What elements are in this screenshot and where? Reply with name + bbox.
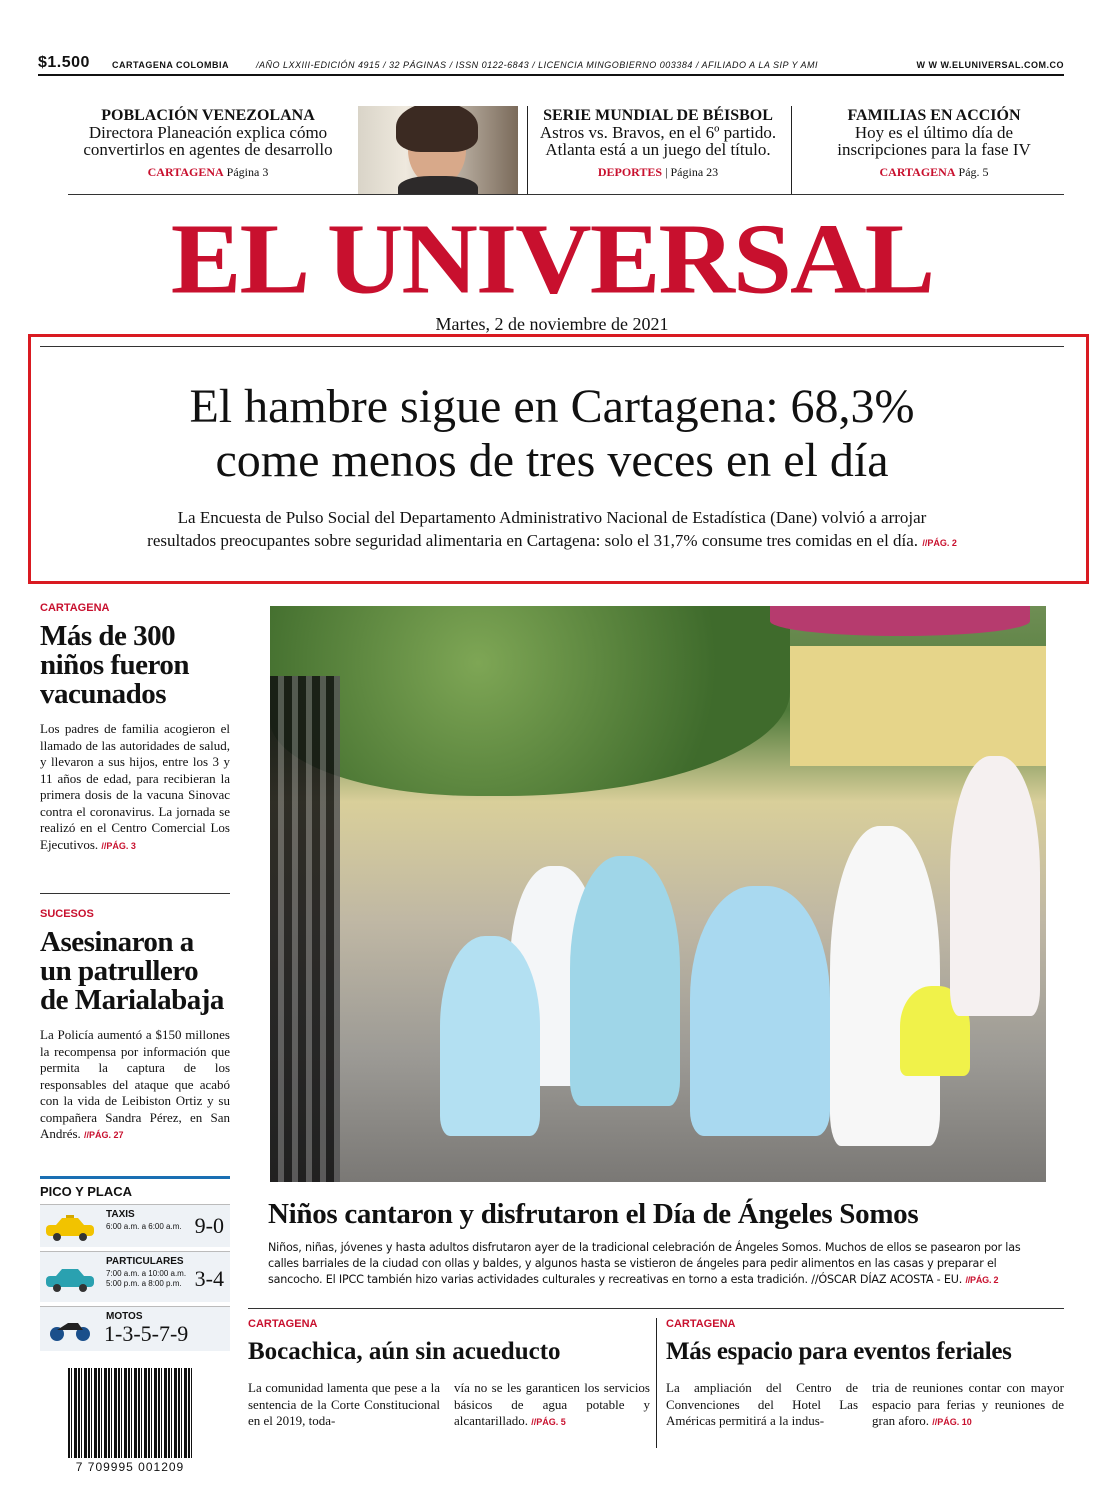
teaser-line: Hoy es el último día de	[854, 123, 1014, 142]
pico-time: 5:00 p.m. a 8:00 p.m.	[106, 1279, 182, 1288]
story-vacunados[interactable]	[40, 602, 230, 854]
teaser-page: Página 3	[226, 165, 269, 179]
section-label: SUCESOS	[40, 908, 94, 920]
moto-icon	[48, 1315, 92, 1343]
section-label: CARTAGENA	[666, 1318, 736, 1330]
pico-type: MOTOS	[106, 1311, 143, 1322]
headline-line: niños fueron	[40, 649, 189, 681]
photo-caption-text: Niños, niñas, jóvenes y hasta adultos disfrutaron ayer de la tradicional celebración de Ángeles Somos. Muchos de ellos se pasearon por las calles barriales de la ciudad con ollas y baldes, y algunos hasta se vistieron de ángeles para pedir alimentos en las casas y preparar el sancocho. El IPCC también hizo varias actividades culturales y recreativas en torno a esta tradición.	[268, 1241, 1021, 1286]
lead-deck	[40, 506, 1064, 555]
divider	[791, 106, 792, 194]
photo-caption-title[interactable]: Niños cantaron y disfrutaron el Día de Ángeles Somos	[268, 1198, 919, 1230]
section-label: CARTAGENA	[248, 1318, 318, 1330]
photo-wall	[790, 646, 1046, 766]
lead-deck-line: resultados preocupantes sobre seguridad alimentaria en Cartagena: solo el 31,7% consume tres comidas en el día.	[147, 531, 919, 550]
story-text: Los padres de familia acogieron el llamado de las autoridades de salud, y llevaron a sus hijos, entre los 3 y 11 años de edad, para recibieran la primera dosis de la vacuna Sinovac contra el coronavirus. La jornada se realizó en el Centro Comercial Los Ejecutivos.	[40, 721, 230, 852]
story-feriales[interactable]	[666, 1318, 1066, 1428]
section-label: CARTAGENA	[40, 602, 110, 614]
page-ref[interactable]: //PÁG. 2	[922, 538, 957, 548]
teaser-familias[interactable]	[800, 107, 1068, 181]
story-body-col	[872, 1380, 1064, 1431]
page-ref[interactable]: //PÁG. 10	[932, 1417, 972, 1427]
teaser-portrait	[358, 106, 518, 194]
teaser-kicker: SERIE MUNDIAL DE BÉISBOL	[543, 107, 773, 124]
headline-line: Más de 300	[40, 620, 176, 652]
pico-taxis	[40, 1204, 230, 1247]
teaser-line: Astros vs. Bravos, en el 6º partido.	[539, 123, 777, 142]
pico-digits: 9-0	[194, 1213, 224, 1238]
photo-figure	[440, 936, 540, 1136]
lead-headline[interactable]	[40, 380, 1064, 488]
story-body	[40, 1027, 230, 1144]
divider	[656, 1318, 657, 1448]
teaser-line: Directora Planeación explica cómo	[88, 123, 328, 142]
pico-time: 7:00 a.m. a 10:00 a.m.	[106, 1269, 187, 1278]
story-patrullero[interactable]	[40, 908, 230, 1144]
website-link[interactable]: W W W.ELUNIVERSAL.COM.CO	[916, 60, 1064, 70]
photo-tree	[270, 606, 790, 796]
story-body	[40, 721, 230, 854]
photo-figure	[570, 856, 680, 1106]
car-icon	[44, 1266, 96, 1292]
teaser-line: convertirlos en agentes de desarrollo	[83, 140, 333, 159]
teaser-page: | Página 23	[665, 165, 719, 179]
barcode-image	[68, 1368, 194, 1458]
page-ref[interactable]: //PÁG. 5	[531, 1417, 566, 1427]
photo-umbrella	[770, 606, 1030, 636]
teaser-section: CARTAGENA	[879, 165, 956, 179]
story-text: tria de reuniones contar con mayor espacio para ferias y reuniones de gran aforo.	[872, 1380, 1064, 1428]
photo-figure	[950, 756, 1040, 1016]
story-headline	[40, 622, 230, 709]
lead-headline-line: El hambre sigue en Cartagena: 68,3%	[189, 380, 915, 433]
pico-y-placa	[40, 1176, 230, 1351]
masthead-logo[interactable]: EL UNIVERSAL	[170, 202, 934, 315]
divider	[527, 106, 528, 194]
story-headline: Bocachica, aún sin acueducto	[248, 1338, 561, 1365]
column-rule	[40, 893, 230, 894]
page-ref[interactable]: //PÁG. 3	[101, 840, 136, 851]
teaser-rule	[68, 194, 1064, 195]
page-ref[interactable]: //PÁG. 27	[84, 1130, 124, 1140]
teaser-section: CARTAGENA	[147, 165, 224, 179]
story-text: vía no se les garanticen los servicios básicos de agua potable y alcantarillado.	[454, 1380, 650, 1428]
teaser-section: DEPORTES	[597, 165, 663, 179]
bottom-rule	[248, 1308, 1064, 1309]
edition-info: /AÑO LXXIII-EDICIÓN 4915 / 32 PÁGINAS / ISSN 0122-6843 / LICENCIA MINGOBIERNO 003384 / AFILIADO A LA SIP Y AMI	[256, 60, 819, 70]
teaser-line: Atlanta está a un juego del título.	[545, 140, 771, 159]
top-info-bar	[38, 54, 1064, 76]
lead-deck-line: La Encuesta de Pulso Social del Departamento Administrativo Nacional de Estadística (Dane) volvió a arrojar	[177, 508, 927, 527]
story-body-col: La ampliación del Centro de Convenciones del Hotel Las Américas permitirá a la indus-	[666, 1380, 858, 1428]
story-bocachica[interactable]	[248, 1318, 650, 1428]
teaser-kicker: POBLACIÓN VENEZOLANA	[101, 107, 315, 124]
barcode-number: 7 709995 001209	[75, 1460, 185, 1474]
page-ref[interactable]: //PÁG. 2	[965, 1275, 999, 1285]
story-body-col: La comunidad lamenta que pese a la sentencia de la Corte Constitucional en el 2019, toda-	[248, 1380, 440, 1428]
edition-date: Martes, 2 de noviembre de 2021	[435, 314, 669, 334]
story-headline	[40, 928, 230, 1015]
price: $1.500	[38, 54, 90, 71]
headline-line: un patrullero	[40, 955, 199, 987]
teaser-venezolana[interactable]	[68, 107, 348, 181]
lead-headline-line: come menos de tres veces en el día	[215, 434, 889, 487]
lead-photo[interactable]	[270, 606, 1046, 1182]
story-text: La Policía aumentó a $150 millones la recompensa por información que permita la captura de los responsables del ataque que acabó con la vida de Leibiston Ortiz y su compañera Sandra Pérez, en San Andrés.	[40, 1027, 230, 1141]
story-body-col	[454, 1380, 650, 1431]
pico-particulares	[40, 1251, 230, 1302]
photo-caption	[268, 1240, 1048, 1288]
teaser-line: inscripciones para la fase IV	[837, 140, 1031, 159]
teaser-kicker: FAMILIAS EN ACCIÓN	[847, 107, 1021, 124]
story-headline: Más espacio para eventos feriales	[666, 1338, 1012, 1365]
headline-line: vacunados	[40, 678, 167, 710]
teaser-beisbol[interactable]	[530, 107, 786, 181]
pico-type: TAXIS	[106, 1209, 135, 1220]
lead-rule	[40, 346, 1064, 347]
taxi-icon	[44, 1215, 96, 1241]
city-label: CARTAGENA COLOMBIA	[112, 60, 229, 70]
pico-digits: 1-3-5-7-9	[104, 1321, 189, 1346]
pico-digits: 3-4	[194, 1266, 224, 1291]
pico-type: PARTICULARES	[106, 1256, 184, 1267]
photo-figure	[690, 886, 830, 1136]
headline-line: Asesinaron a	[40, 926, 194, 958]
headline-line: de Marialabaja	[40, 984, 224, 1016]
photo-figure	[830, 826, 940, 1146]
photo-credit: //ÓSCAR DÍAZ ACOSTA - EU.	[811, 1273, 963, 1286]
pico-title: PICO Y PLACA	[40, 1184, 132, 1199]
pico-motos	[40, 1306, 230, 1351]
pico-time: 6:00 a.m. a 6:00 a.m.	[106, 1222, 182, 1231]
photo-gate	[270, 676, 340, 1182]
teaser-page: Pág. 5	[958, 165, 989, 179]
